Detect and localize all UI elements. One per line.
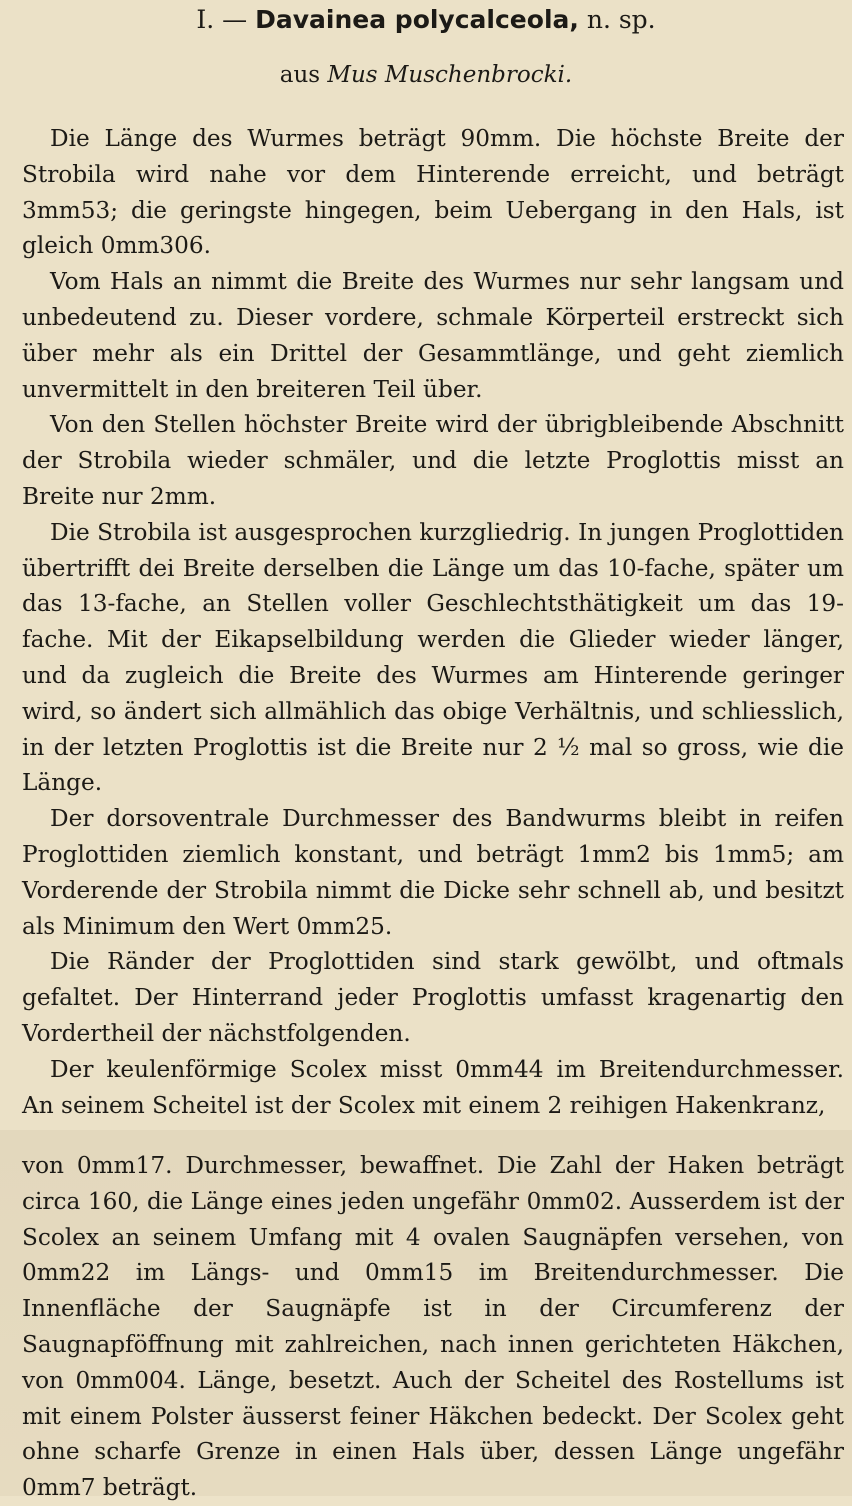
- section-number: I. —: [196, 5, 248, 34]
- paragraph: Die Ränder der Proglottiden sind stark gewölbt, und oftmals gefaltet. Der Hinterrand jeder Proglottis umfasst kragenartig den Vordertheil der nächstfolgenden.: [22, 948, 844, 1047]
- host-prefix: aus: [279, 62, 321, 88]
- body-text-upper: [22, 121, 844, 1123]
- body-text-lower: [22, 1148, 844, 1506]
- paragraph: Von den Stellen höchster Breite wird der übrigbleibende Abschnitt der Strobila wieder schmäler, und die letzte Proglottis misst an Breite nur 2mm.: [22, 411, 844, 510]
- paragraph: Der keulenförmige Scolex misst 0mm44 im Breitendurchmesser. An seinem Scheitel ist der Scolex mit einem 2 reihigen Hakenkranz,: [22, 1055, 844, 1119]
- paragraph: Die Strobila ist ausgesprochen kurzgliedrig. In jungen Proglottiden übertrifft dei Breite derselben die Länge um das 10-fache, später um das 13-fache, an Stellen voller Geschlechtsthätigkeit um das 19-fache. Mit der Eikapselbildung werden die Glieder wieder länger, und da zugleich die Breite des Wurmes am Hinterende geringer wird, so ändert sich allmählich das obige Verhältnis, und schliesslich, in der letzten Proglottis ist die Breite nur 2 ½ mal so gross, wie die Länge.: [22, 518, 844, 797]
- paragraph: Die Länge des Wurmes beträgt 90mm. Die höchste Breite der Strobila wird nahe vor dem Hinterende erreicht, und beträgt 3mm53; die geringste hingegen, beim Uebergang in den Hals, ist gleich 0mm306.: [22, 125, 844, 260]
- section-heading: [0, 4, 852, 36]
- paragraph: Vom Hals an nimmt die Breite des Wurmes nur sehr langsam und unbedeutend zu. Dieser vordere, schmale Körperteil erstreckt sich über mehr als ein Drittel der Gesammtlänge, und geht ziemlich unvermittelt in den breiteren Teil über.: [22, 268, 844, 403]
- species-suffix: n. sp.: [586, 5, 656, 34]
- paragraph: Der dorsoventrale Durchmesser des Bandwurms bleibt in reifen Proglottiden ziemlich konstant, und beträgt 1mm2 bis 1mm5; am Vorderende der Strobila nimmt die Dicke sehr schnell ab, und besitzt als Minimum den Wert 0mm25.: [22, 805, 844, 940]
- host-subheading: [0, 59, 852, 91]
- host-name: Mus Muschenbrocki.: [327, 62, 573, 88]
- species-name: Davainea polycalceola,: [255, 5, 579, 34]
- paragraph: von 0mm17. Durchmesser, bewaffnet. Die Zahl der Haken beträgt circa 160, die Länge eines jeden ungefähr 0mm02. Ausserdem ist der Scolex an seinem Umfang mit 4 ovalen Saugnäpfen versehen, von 0mm22 im Längs- und 0mm15 im Breitendurchmesser. Die Innenfläche der Saugnäpfe ist in der Circumferenz der Saugnapföffnung mit zahlreichen, nach innen gerichteten Häkchen, von 0mm004. Länge, besetzt. Auch der Scheitel des Rostellums ist mit einem Polster äusserst feiner Häkchen bedeckt. Der Scolex geht ohne scharfe Grenze in einen Hals über, dessen Länge ungefähr 0mm7 beträgt.: [22, 1152, 844, 1502]
